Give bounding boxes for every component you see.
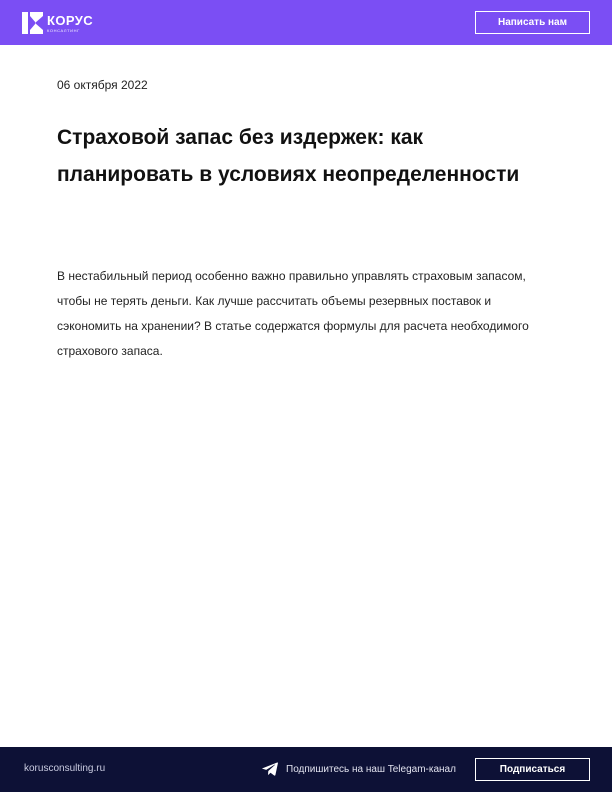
korus-logo-icon (22, 12, 43, 34)
contact-us-button[interactable]: Написать нам (475, 11, 590, 34)
logo-subtext: КОНСАЛТИНГ (47, 27, 80, 33)
article-date: 06 октября 2022 (57, 78, 148, 92)
telegram-link[interactable] (262, 761, 456, 777)
site-link[interactable]: korusconsulting.ru (24, 763, 106, 774)
telegram-text: Подпишитесь на наш Telegam-канал (286, 763, 456, 775)
footer-bar (0, 747, 612, 792)
top-bar (0, 0, 612, 45)
logo-wordmark (47, 14, 93, 33)
telegram-icon (262, 762, 278, 776)
article-lead: В нестабильный период особенно важно правильно управлять страховым запасом, чтобы не терять деньги. Как лучше рассчитать объемы резервных поставок и сэкономить на хранении? В статье содержатся формулы для расчета необходимого страхового запаса. (57, 269, 529, 358)
logo-text: КОРУС (47, 12, 94, 28)
article-title: Страховой запас без издержек: как планировать в условиях неопределенности (57, 126, 520, 186)
subscribe-button[interactable]: Подписаться (475, 758, 590, 781)
korus-logo[interactable] (22, 11, 112, 35)
